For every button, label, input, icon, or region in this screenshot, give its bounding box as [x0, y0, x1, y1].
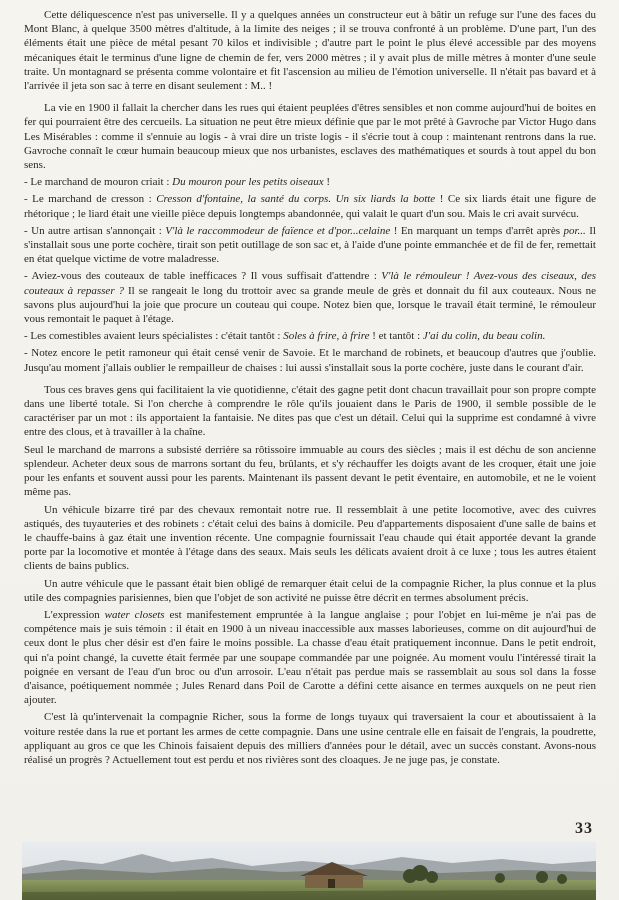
paragraph: C'est là qu'intervenait la compagnie Richer, sous la forme de longs tuyaux qui traversaient la cour et aboutissaient à la voiture restée dans la rue et portant les armes de cette compagnie. Dans une usine centrale elle en faisait de l'engrais, la poudrette, appliquant au gros ce que les Chinois faisaient depuis des milliers d'années pour le détail, avec un succès constant. Avons-nous réalisé un progrès ? Actuellement tout est perdu et nos rivières sont des cloaques. Je ne juge pas, je constate. — [24, 711, 596, 766]
paragraph: - Un autre artisan s'annonçait : V'là le raccommodeur de faïence et d'por...celaine ! En marquant un temps d'arrêt après por... Il s'installait sous une porte cochère, tirait son petit outillage de son sac et, à l'aide d'une pointe emmanchée et de fil de fer, remettait en état quelque victime de votre maladresse. — [24, 224, 596, 266]
mountain-chalet-illustration — [22, 842, 596, 900]
paragraph: Tous ces braves gens qui facilitaient la vie quotidienne, c'était des gagne petit dont chacun travaillait pour son propre compte dans une liberté totale. Si l'on cherche à comprendre le rôle qu'ils jouaient dans le Paris de 1900, il semble possible de le caractériser par un mot : ils apportaient la fantaisie. Ne dites pas que c'est un détail. Celui qui la supprime est condamné à vivre entre des clous, et à travailler à la chaîne. — [24, 383, 596, 439]
paragraph: Seul le marchand de marrons a subsisté derrière sa rôtissoire immuable au cours des siècles ; mais il est déchu de son ancienne splendeur. Acheter deux sous de marrons sortant du feu, brûlants, et s'y réchauffer les doigts avant de les croquer, était une joie pour les enfants et souvent aussi pour les parents. Maintenant ils passent devant le petit éventaire, en automobile, et ne le voient même pas. — [24, 443, 596, 499]
paragraph: - Le marchand de mouron criait : Du mouron pour les petits oiseaux ! — [24, 176, 331, 189]
paragraph: Un véhicule bizarre tiré par des chevaux remontait notre rue. Il ressemblait à une petite locomotive, avec des cuivres astiqués, des tuyauteries et des robinets : c'était celui des bains à domicile. Peu d'appartements disposaient d'une salle de bains et le chauffe-bains à gaz était une invention récente. Une compagnie fournissait l'eau chaude qui était apportée devant la grande porte par la locomotive et montée à l'étage dans des seaux. Mais seuls les délicats avaient droit à ce luxe ; tous les autres étaient clients de bains publics. — [24, 503, 596, 573]
paragraph: Un autre véhicule que le passant était bien obligé de remarquer était celui de la compagnie Richer, la plus connue et la plus utile des compagnies parisiennes, bien que l'objet de son activité ne puisse être décrit en termes absolument précis. — [24, 577, 596, 604]
paragraph: L'expression water closets est manifestement empruntée à la langue anglaise ; pour l'objet en lui-même je n'ai pas de compétence mais je suis témoin : il était en 1900 à un niveau inaccessible aux masses laborieuses, comme on dit aujourd'hui de ceux dont le plus cher désir est d'en faire le moins possible. La chasse d'eau était pratiquement inconnue. Dans le petit endroit, qui n'a point changé, la cuvette était fermée par une soupape commandée par une poignée. Au moment voulu l'intéressé tirait la poignée en versant de l'eau d'un broc ou d'un arrosoir. L'eau n'était pas perdue mais se rassemblait au sous sol dans la fosse d'aisance, poétiquement nommée ; Jules Renard dans Poil de Carotte a défini cette aisance en termes auxquels on ne peut rien ajouter. — [24, 608, 597, 707]
page-number: 33 — [575, 820, 593, 837]
paragraph: - Les comestibles avaient leurs spécialistes : c'était tantôt : Soles à frire, à frire ! et tantôt : J'ai du colin, du beau colin. — [24, 330, 546, 343]
paragraph: - Notez encore le petit ramoneur qui était censé venir de Savoie. Et le marchand de robinets, et beaucoup d'autres que j'oublie. Jusqu'au moment j'allais oublier le rempailleur de chaises : lui aussi s'installait sous la porte cochère, juste dans le courant d'air. — [24, 347, 596, 374]
paragraph: - Aviez-vous des couteaux de table inefficaces ? Il vous suffisait d'attendre : V'là le rémouleur ! Avez-vous des ciseaux, des couteaux à repasser ? Il se rangeait le long du trottoir avec sa grande meule de grès et donnait du fil aux couteaux. Nous ne savons plus aujourd'hui la joie que procure un couteau qui coupe. Notez bien que, lorsque le travail était terminé, le rémouleur vous remontait le paquet à l'étage. — [24, 270, 596, 326]
paragraph: Cette déliquescence n'est pas universelle. Il y a quelques années un constructeur eut à bâtir un refuge sur l'une des faces du Mont Blanc, à quelque 3500 mètres d'altitude, à la limite des neiges ; il se trouva confronté à un problème. D'une part, l'un des éléments était une pièce de métal pesant 70 kilos et indivisible ; d'autre part le point le plus élevé accessible par des moyens mécaniques était le terminus d'une ligne de chemin de fer, vers 2000 mètres ; il y avait plus de mille mètres à monter d'une seule traite. Un montagnard se présenta comme volontaire et fit l'ascension au milieu de l'émotion universelle. Il n'était pas bavard et à l'arrivée il jeta son sac à terre en disant seulement : M.. ! — [24, 9, 596, 93]
landscape-photo — [22, 842, 596, 900]
article-body — [24, 8, 596, 770]
paragraph: La vie en 1900 il fallait la chercher dans les rues qui étaient peuplées d'êtres sensibles et non comme aujourd'hui de boites en fer qui pourraient être des cercueils. La situation ne peut être mieux définie que par le mot prêté à Gavroche par Victor Hugo dans Les Misérables : comme il s'ennuie au logis - à vrai dire un triste logis - il s'écrie tout à coup : maintenant rentrons dans la rue. Gavroche connaît le cœur humain beaucoup mieux que nos urbanistes, esclaves des mathématiques et sourds à tout appel du bon sens. — [24, 102, 596, 172]
paragraph: - Le marchand de cresson : Cresson d'fontaine, la santé du corps. Un six liards la botte ! Ce six liards était une figure de rhétorique ; le liard était une vieille pièce depuis longtemps abandonnée, qui valait le quart d'un sou. Mais le cri avait survécu. — [24, 193, 596, 220]
